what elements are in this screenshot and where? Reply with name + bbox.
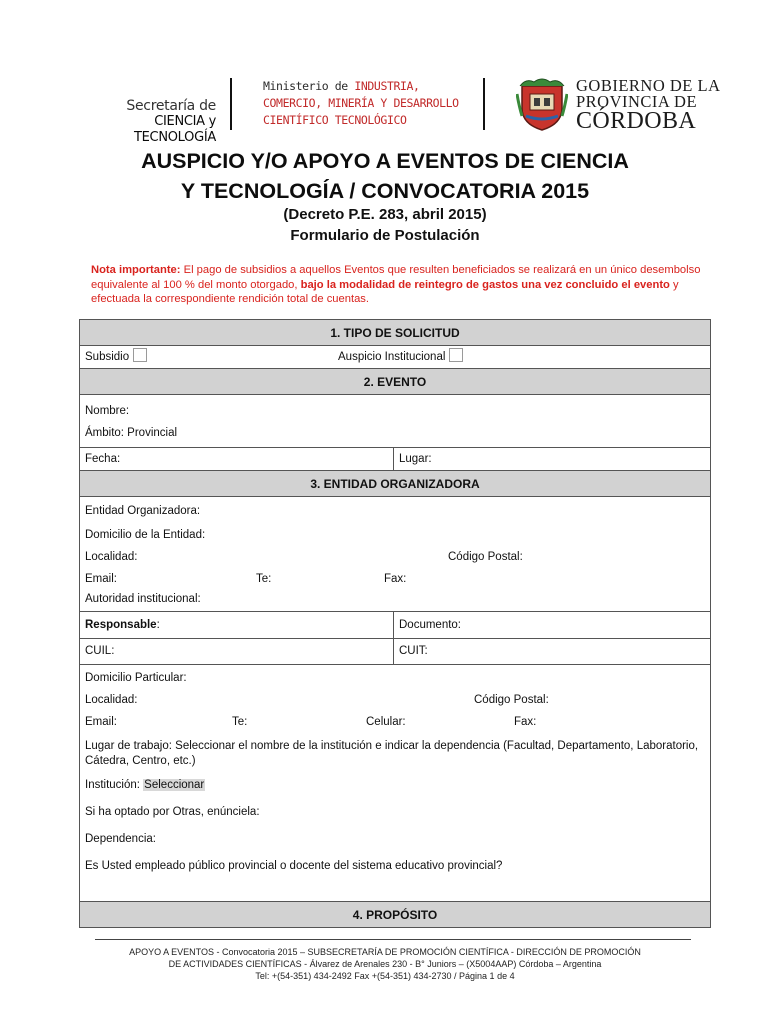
- responsable-detail-block: [80, 665, 710, 902]
- footer-line1: APOYO A EVENTOS - Convocatoria 2015 – SUBSECRETARÍA DE PROMOCIÓN CIENTÍFICA - DIRECCIÓN DE PROMOCIÓN: [129, 947, 641, 957]
- ministerio-line2: COMERCIO, MINERÍA Y DESARROLLO: [263, 96, 459, 110]
- ministerio-line3: CIENTÍFICO TECNOLÓGICO: [263, 113, 407, 127]
- note-label: Nota importante:: [91, 264, 181, 276]
- evento-ambito-field: Ámbito: Provincial: [85, 427, 178, 439]
- section-header-entidad: 3. ENTIDAD ORGANIZADORA: [80, 471, 710, 497]
- ministerio-line1-highlight: INDUSTRIA,: [354, 79, 420, 93]
- gobierno-logo: [576, 78, 721, 132]
- otras-field[interactable]: Si ha optado por Otras, enúnciela:: [85, 806, 260, 818]
- evento-block: [80, 395, 710, 448]
- footer-divider: [95, 939, 691, 940]
- footer-line3: Tel: +(54-351) 434-2492 Fax +(54-351) 434-2730 / Página 1 de 4: [255, 971, 515, 981]
- footer: [60, 946, 710, 982]
- domicilio-particular-field[interactable]: Domicilio Particular:: [85, 672, 187, 684]
- cuil-field[interactable]: CUIL:: [80, 639, 394, 664]
- section-header-tipo-solicitud: 1. TIPO DE SOLICITUD: [80, 320, 710, 346]
- fecha-lugar-row: [80, 448, 710, 471]
- auspicio-label: Auspicio Institucional: [338, 351, 446, 363]
- celular-field[interactable]: Celular:: [366, 716, 406, 728]
- fax-field[interactable]: Fax:: [384, 573, 407, 585]
- institucion-select[interactable]: Seleccionar: [144, 779, 205, 791]
- application-form: [79, 319, 711, 928]
- title-line1: AUSPICIO Y/O APOYO A EVENTOS DE CIENCIA: [141, 149, 629, 173]
- localidad-field[interactable]: Localidad:: [85, 551, 138, 563]
- ministerio-prefix: Ministerio de: [263, 79, 355, 93]
- lugar-trabajo-instructions: Lugar de trabajo: Seleccionar el nombre de la institución e indicar la dependencia (Facultad, Departamento, Laboratorio, Cátedra, Centro, etc.): [85, 740, 699, 767]
- auspicio-checkbox[interactable]: [449, 348, 463, 362]
- documento-field[interactable]: Documento:: [399, 619, 462, 631]
- letterhead: [0, 70, 770, 145]
- domicilio-entidad-field[interactable]: Domicilio de la Entidad:: [85, 529, 206, 541]
- subsidio-checkbox[interactable]: [133, 348, 147, 362]
- footer-line2: DE ACTIVIDADES CIENTÍFICAS - Álvarez de Arenales 230 - B° Juniors – (X5004AAP) Córdoba – Argentina: [168, 959, 602, 969]
- section-header-proposito: 4. PROPÓSITO: [80, 902, 710, 927]
- codigo-postal-field[interactable]: Código Postal:: [448, 551, 523, 563]
- empleado-publico-question[interactable]: Es Usted empleado público provincial o docente del sistema educativo provincial?: [85, 860, 503, 872]
- note-bold: bajo la modalidad de reintegro de gastos una vez concluido el evento: [300, 278, 670, 291]
- title-line2: Y TECNOLOGÍA / CONVOCATORIA 2015: [180, 179, 590, 203]
- te-particular-field[interactable]: Te:: [232, 716, 248, 728]
- secretaria-line1: Secretaría de: [126, 98, 216, 114]
- dependencia-field[interactable]: Dependencia:: [85, 833, 156, 845]
- responsable-row: [80, 612, 710, 639]
- cuit-field[interactable]: CUIT:: [399, 645, 428, 657]
- subsidio-label: Subsidio: [85, 351, 130, 363]
- fecha-field[interactable]: Fecha:: [80, 448, 394, 470]
- secretaria-line2: CIENCIA y TECNOLOGÍA: [133, 114, 216, 145]
- formulario-subtitle: Formulario de Postulación: [290, 227, 480, 244]
- entidad-organizadora-field[interactable]: Entidad Organizadora:: [85, 505, 201, 517]
- note-text-2: y efectuada la correspondiente rendición total de cuentas.: [91, 278, 679, 305]
- localidad-particular-field[interactable]: Localidad:: [85, 694, 138, 706]
- cuil-cuit-row: [80, 639, 710, 665]
- te-field[interactable]: Te:: [256, 573, 272, 585]
- important-note: [91, 263, 703, 307]
- note-text-1: El pago de subsidios a aquellos Eventos que resulten beneficiados se realizará en un único desembolso equivalente al 100 % del monto otorgado,: [91, 264, 701, 291]
- decreto-subtitle: (Decreto P.E. 283, abril 2015): [283, 206, 487, 223]
- document-title: [60, 146, 710, 206]
- fax-particular-field[interactable]: Fax:: [514, 716, 537, 728]
- gobierno-line1: GOBIERNO DE LA: [576, 76, 721, 95]
- cordoba-crest-icon: [516, 76, 568, 132]
- responsable-colon: :: [156, 619, 160, 631]
- responsable-label: Responsable: [85, 619, 157, 631]
- lugar-field[interactable]: Lugar:: [399, 453, 432, 465]
- codigo-postal-particular-field[interactable]: Código Postal:: [474, 694, 549, 706]
- section-header-evento: 2. EVENTO: [80, 369, 710, 395]
- tipo-solicitud-row: [80, 346, 710, 369]
- divider-bar: [483, 78, 485, 130]
- gobierno-line2: PROVINCIA DE: [576, 92, 698, 111]
- secretaria-logo: [90, 98, 216, 146]
- gobierno-line3: CÓRDOBA: [576, 108, 697, 134]
- email-field[interactable]: Email:: [85, 573, 117, 585]
- ministerio-logo: [263, 78, 463, 129]
- autoridad-field[interactable]: Autoridad institucional:: [85, 593, 201, 605]
- email-particular-field[interactable]: Email:: [85, 716, 117, 728]
- institucion-label: Institución:: [85, 779, 144, 791]
- evento-nombre-field[interactable]: Nombre:: [85, 405, 130, 417]
- divider-bar: [230, 78, 232, 130]
- entidad-block: [80, 497, 710, 612]
